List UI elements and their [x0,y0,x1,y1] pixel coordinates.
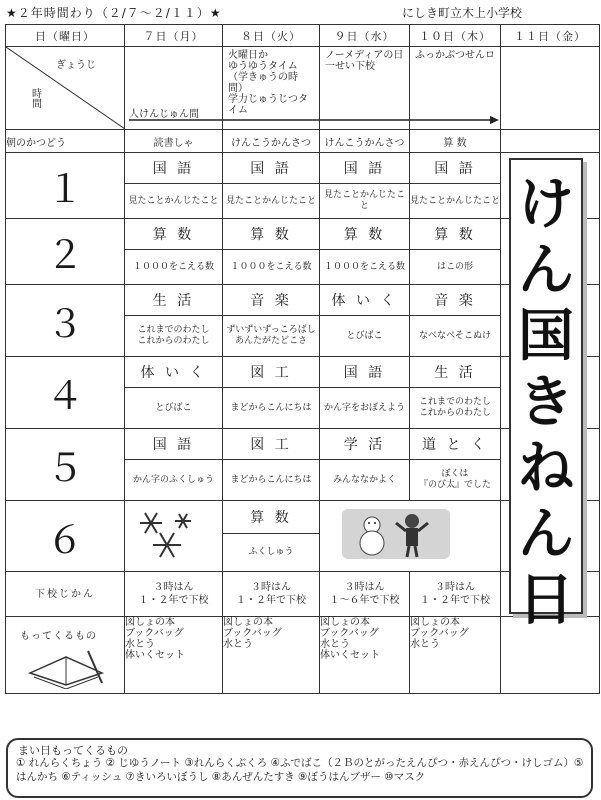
period-number-3: ３ [6,285,125,357]
daily-items-title: まい日もってくるもの [18,744,128,757]
snowflake-illustration-cell [125,501,223,572]
topic-cell: ふくしゅう [223,534,320,572]
subject-cell: 国 語 [320,153,410,184]
subject-cell: 道 と く [410,429,501,460]
subject-cell: 音 楽 [223,285,320,316]
subject-cell: 図 工 [223,357,320,388]
topic-cell: まどからこんにちは [223,388,320,429]
topic-cell: １０００をこえる数 [320,250,410,285]
period-number-1: １ [6,153,125,219]
topic-cell: ずいずいずっころばし あんたがたどこさ [223,316,320,357]
events-mon [125,47,223,130]
topic-cell: とびばこ [125,388,223,429]
events-label-cell [6,47,125,130]
day-header-row [6,25,600,47]
day-header-tue: ８日（火） [223,25,320,47]
topic-cell: １０００をこえる数 [125,250,223,285]
period-number-6: ６ [6,501,125,572]
topic-cell: まどからこんにちは [223,460,320,501]
subject-cell: 国 語 [410,153,501,184]
events-wed [320,47,410,130]
subject-cell: 学 活 [320,429,410,460]
subject-cell: 算 数 [125,219,223,250]
banner-char: ん [518,502,574,567]
subject-cell: 国 語 [125,153,223,184]
snowman-illustration-cell [320,501,501,572]
events-tue [223,47,320,130]
items-label: もってくるもの [20,631,97,642]
topic-cell: かん字をおぼえよう [320,388,410,429]
topic-cell: はこの形 [410,250,501,285]
day-header-label: 日（曜日） [6,25,125,47]
period-number-2: ２ [6,219,125,285]
topic-cell: これまでのわたし これからのわたし [125,316,223,357]
day-header-mon: ７日（月） [125,25,223,47]
banner-char: き [518,370,574,435]
topic-cell: ぼくは 『のび太』でした [410,460,501,501]
daily-items-box [6,738,593,798]
day-header-fri: １１日（金） [501,25,600,47]
time-label: 時間 [32,89,42,110]
dismissal-wed: ３時はん １～６年で下校 [320,572,410,617]
topic-cell: 見たことかんじたこと [223,184,320,219]
arrow-head-icon [410,113,501,125]
topic-cell: 見たことかんじたこと [320,184,410,219]
morning-fri [501,130,600,153]
arrow-line-tue [223,113,320,125]
topic-cell: みんななかよく [320,460,410,501]
subject-cell: 体 い く [320,285,410,316]
events-fri [501,47,600,130]
subject-cell: 算 数 [320,219,410,250]
day-header-wed: ９日（水） [320,25,410,47]
topic-cell: １０００をこえる数 [223,250,320,285]
events-label: ぎょうじ [56,60,96,71]
topic-cell: かん字のふくしゅう [125,460,223,501]
subject-cell: 体 い く [125,357,223,388]
morning-wed: けんこうかんさつ [320,130,410,153]
banner-char: ん [518,238,574,303]
items-thu: 図しょの本 ブックバッグ 水とう [410,617,501,694]
subject-cell: 国 語 [125,429,223,460]
morning-label: 朝のかつどう [6,130,125,153]
subject-cell: 算 数 [223,501,320,534]
snowman-kid-icon [320,501,501,567]
subject-cell: 生 活 [410,357,501,388]
arrow-line-mon [125,113,223,125]
events-thu-text: ふっかぶつせんロ [415,50,495,61]
dismissal-mon: ３時はん １・２年で下校 [125,572,223,617]
banner-char: 国 [518,304,574,369]
events-mon-text [125,47,222,50]
subject-cell: 算 数 [410,219,501,250]
arrow-label: 人けんじゅん間 [129,109,199,120]
subject-cell: 国 語 [320,357,410,388]
topic-cell: これまでのわたし これからのわたし [410,388,501,429]
period-number-4: ４ [6,357,125,429]
topic-cell: 見たことかんじたこと [410,184,501,219]
morning-tue: けんこうかんさつ [223,130,320,153]
banner-char: け [518,172,574,237]
morning-mon: 読書しゃ [125,130,223,153]
topic-cell: とびばこ [320,316,410,357]
day-header-thu: １０日（木） [410,25,501,47]
school-name: にしき町立木上小学校 [402,6,523,20]
topic-cell: なべなべそこぬけ [410,316,501,357]
subject-cell: 図 工 [223,429,320,460]
events-row [6,47,600,130]
events-thu [410,47,501,130]
items-wed: 図しょの本 ブックバッグ 水とう 体いくセット [320,617,410,694]
morning-thu: 算 数 [410,130,501,153]
books-icon [26,643,106,689]
banner-char: ね [518,436,574,501]
topic-cell: 見たことかんじたこと [125,184,223,219]
dismissal-label: 下校じかん [6,572,125,617]
subject-cell: 生 活 [125,285,223,316]
period-number-5: ５ [6,429,125,501]
daily-items-list: ① れんらくちょう ② じゆうノート ③れんらくぶくろ ④ふでばこ（２Ｂのとがったえんぴつ・赤えんぴつ・けしゴム）⑤はんかち ⑥ティッシュ ⑦きいろいぼうし ⑧あんぜんたすき ⑨ぼうはんブザー ⑩マスク [16,757,584,783]
page-title: ★２年時間わり（２/７～２/１１）★ [6,6,222,20]
items-mon: 図しょの本 ブックバッグ 水とう 体いくセット [125,617,223,694]
kenkoku-kinenbi-banner [509,158,583,633]
subject-cell: 音 楽 [410,285,501,316]
dismissal-tue: ３時はん １・２年で下校 [223,572,320,617]
items-tue: 図しょの本 ブックバッグ 水とう [223,617,320,694]
subject-cell: 算 数 [223,219,320,250]
dismissal-thu: ３時はん １・２年で下校 [410,572,501,617]
events-wed-text: ノーメディアの日 一せい下校 [325,50,404,72]
events-tue-text: 火曜日か ゆうゆうタイム （学きゅうの時間） 学力じゅうじつタイム [228,50,308,116]
morning-row [6,130,600,153]
snowflake-icon [125,501,221,567]
arrow-line-wed [320,113,410,125]
subject-cell: 国 語 [223,153,320,184]
items-label-cell [6,617,125,694]
banner-char: 日 [518,568,574,633]
